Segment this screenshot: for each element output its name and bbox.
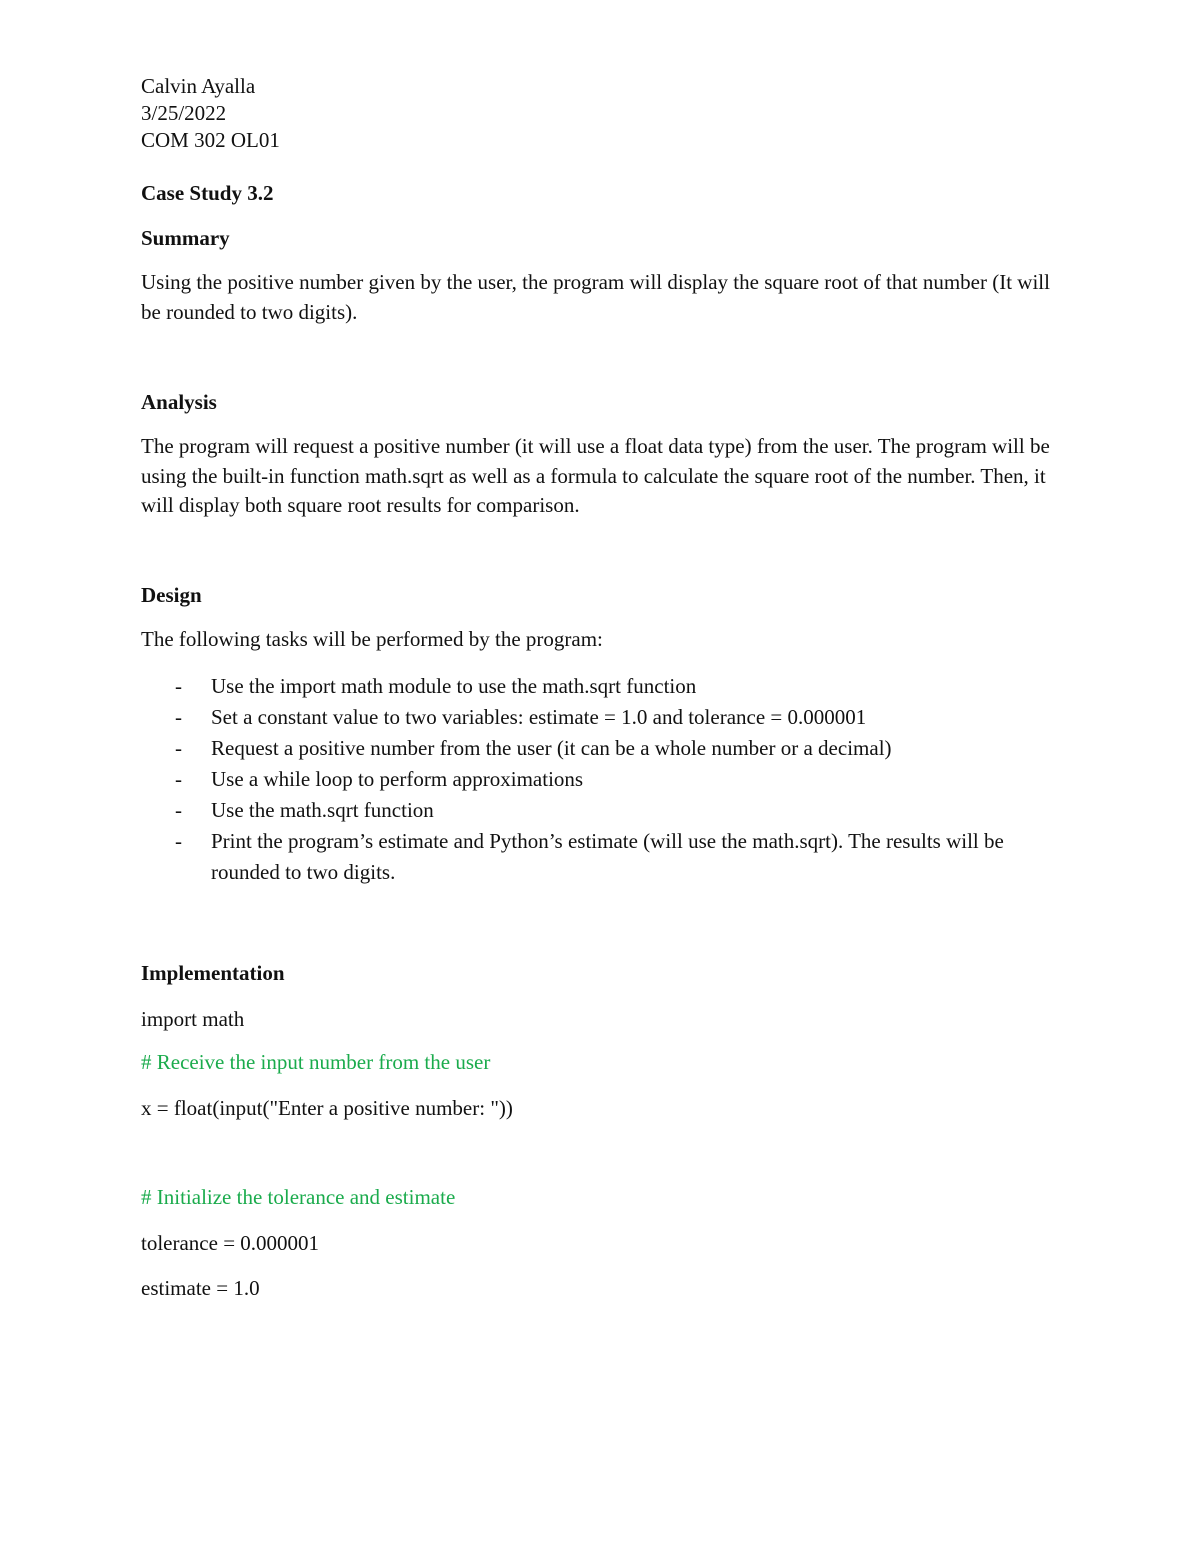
bullet-dash: - (175, 736, 182, 760)
document-title: Case Study 3.2 (141, 181, 274, 205)
code-line-input: x = float(input("Enter a positive number: ")) (141, 1096, 513, 1120)
task-list-item (141, 764, 1056, 795)
task-text: Print the program’s estimate and Python’s estimate (will use the math.sqrt). The results will be rounded to two digits. (211, 829, 1004, 884)
code-comment-initialize: # Initialize the tolerance and estimate (141, 1185, 456, 1209)
task-text: Set a constant value to two variables: estimate = 1.0 and tolerance = 0.000001 (211, 705, 867, 729)
implementation-heading: Implementation (141, 961, 285, 985)
code-comment-input: # Receive the input number from the user (141, 1050, 491, 1074)
task-text: Use the math.sqrt function (211, 798, 434, 822)
code-line-tolerance: tolerance = 0.000001 (141, 1231, 320, 1255)
analysis-text: The program will request a positive number (it will use a float data type) from the user. The program will be using the built-in function math.sqrt as well as a formula to calculate the square root of the number. Then, it will display both square root results for comparison. (141, 434, 1050, 517)
course-code: COM 302 OL01 (141, 128, 280, 152)
task-list-item (141, 826, 1056, 888)
bullet-dash: - (175, 798, 182, 822)
design-heading: Design (141, 583, 202, 607)
design-intro: The following tasks will be performed by the program: (141, 627, 603, 651)
task-text: Request a positive number from the user (it can be a whole number or a decimal) (211, 736, 892, 760)
bullet-dash: - (175, 829, 182, 853)
task-list-item (141, 795, 1056, 826)
document-date: 3/25/2022 (141, 101, 227, 125)
task-list-item (141, 671, 1056, 702)
author-name: Calvin Ayalla (141, 74, 256, 98)
task-text: Use the import math module to use the math.sqrt function (211, 674, 697, 698)
code-line-estimate: estimate = 1.0 (141, 1276, 260, 1300)
bullet-dash: - (175, 767, 182, 791)
summary-heading: Summary (141, 226, 230, 250)
task-list-item (141, 702, 1056, 733)
bullet-dash: - (175, 674, 182, 698)
code-line-import: import math (141, 1007, 245, 1031)
task-list (141, 671, 1056, 888)
summary-text: Using the positive number given by the user, the program will display the square root of that number (It will be rounded to two digits). (141, 270, 1050, 324)
bullet-dash: - (175, 705, 182, 729)
analysis-heading: Analysis (141, 390, 217, 414)
task-text: Use a while loop to perform approximations (211, 767, 584, 791)
task-list-item (141, 733, 1056, 764)
